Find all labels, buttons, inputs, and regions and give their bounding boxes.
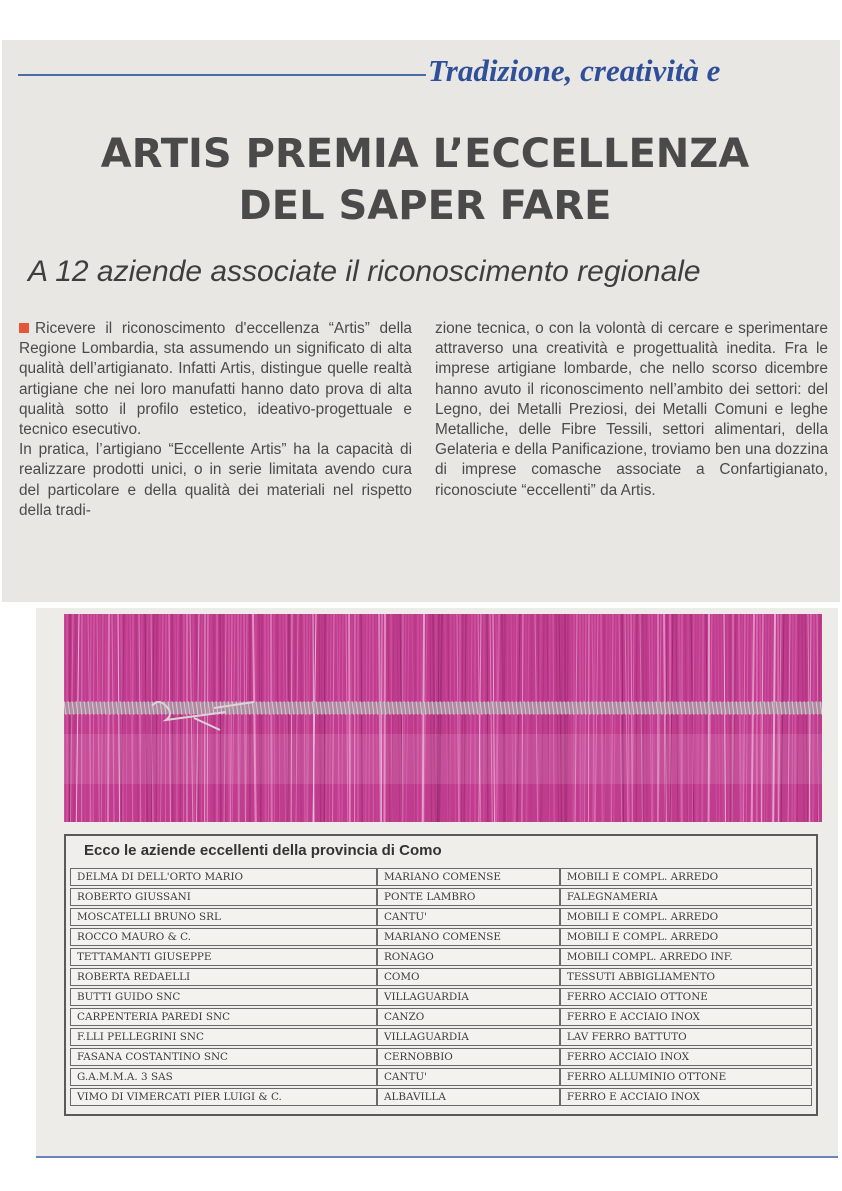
location-cell: COMO — [377, 968, 560, 986]
table-row — [70, 948, 812, 966]
location-cell: VILLAGUARDIA — [377, 1028, 560, 1046]
paragraph-1 — [19, 319, 412, 440]
location-cell: CERNOBBIO — [377, 1048, 560, 1066]
company-name-cell: F.LLI PELLEGRINI SNC — [70, 1028, 377, 1046]
company-name-cell: DELMA DI DELL'ORTO MARIO — [70, 868, 377, 886]
bullet-square-icon — [19, 323, 29, 333]
company-name-cell: FASANA COSTANTINO SNC — [70, 1048, 377, 1066]
table-row — [70, 968, 812, 986]
sector-cell: MOBILI E COMPL. ARREDO — [560, 928, 812, 946]
paragraph-1-text: Ricevere il riconoscimento d'eccellenza “Artis” della Regione Lombardia, sta assumendo un significato di alta qualità dell’artigianato. Infatti Artis, distingue quelle realtà artigiane che nei loro manufatti hanno dato prova di alta qualità sotto il profilo estetico, ideativo-progettuale e tecnico esecutivo. — [19, 320, 412, 439]
company-name-cell: VIMO DI VIMERCATI PIER LUIGI & C. — [70, 1088, 377, 1106]
headline-line-2: DEL SAPER FARE — [238, 183, 612, 229]
sector-cell: MOBILI E COMPL. ARREDO — [560, 868, 812, 886]
table-row — [70, 1008, 812, 1026]
location-cell: CANZO — [377, 1008, 560, 1026]
paragraph-3: zione tecnica, o con la volontà di cercare e sperimentare attraverso una creatività e progettualità inedita. Fra le imprese artigiane lombarde, che nello scorso dicembre hanno avuto il riconoscimento nell’ambito dei settori: del Legno, dei Metalli Preziosi, dei Metalli Comuni e leghe Metalliche, delle Fibre Tessili, settori alimentari, della Gelateria e della Panificazione, troviamo ben una dozzina di imprese comasche associate a Confartigianato, riconosciute “eccellenti” da Artis. — [435, 320, 828, 499]
company-name-cell: BUTTI GUIDO SNC — [70, 988, 377, 1006]
location-cell: MARIANO COMENSE — [377, 868, 560, 886]
location-cell: CANTU' — [377, 1068, 560, 1086]
sector-cell: MOBILI COMPL. ARREDO INF. — [560, 948, 812, 966]
table-row — [70, 1068, 812, 1086]
location-cell: MARIANO COMENSE — [377, 928, 560, 946]
location-cell: CANTU' — [377, 908, 560, 926]
kicker-rule — [18, 74, 426, 76]
location-cell: ALBAVILLA — [377, 1088, 560, 1106]
company-name-cell: ROCCO MAURO & C. — [70, 928, 377, 946]
company-name-cell: ROBERTA REDAELLI — [70, 968, 377, 986]
table-row — [70, 1028, 812, 1046]
table-row — [70, 1088, 812, 1106]
sector-cell: FERRO E ACCIAIO INOX — [560, 1008, 812, 1026]
subheadline: A 12 aziende associate il riconoscimento regionale — [28, 255, 701, 288]
companies-table-box — [64, 834, 818, 1116]
article-column-right — [435, 319, 828, 501]
sector-cell: FERRO ACCIAIO INOX — [560, 1048, 812, 1066]
table-row — [70, 868, 812, 886]
sector-cell: FERRO ALLUMINIO OTTONE — [560, 1068, 812, 1086]
sector-cell: MOBILI E COMPL. ARREDO — [560, 908, 812, 926]
article-column-left — [19, 319, 412, 521]
table-row — [70, 888, 812, 906]
location-cell: VILLAGUARDIA — [377, 988, 560, 1006]
fabric-image — [64, 614, 822, 822]
sector-cell: FALEGNAMERIA — [560, 888, 812, 906]
fabric-photo — [64, 614, 822, 822]
company-name-cell: MOSCATELLI BRUNO SRL — [70, 908, 377, 926]
company-name-cell: CARPENTERIA PAREDI SNC — [70, 1008, 377, 1026]
table-row — [70, 988, 812, 1006]
table-row — [70, 908, 812, 926]
paragraph-2: In pratica, l’artigiano “Eccellente Artis” ha la capacità di realizzare prodotti unici, o in serie limitata avendo cura del particolare e della qualità dei materiali nel rispetto della tradi- — [19, 441, 412, 519]
table-row — [70, 1048, 812, 1066]
company-name-cell: ROBERTO GIUSSANI — [70, 888, 377, 906]
headline-line-1: ARTIS PREMIA L’ECCELLENZA — [100, 131, 750, 177]
sector-cell: FERRO E ACCIAIO INOX — [560, 1088, 812, 1106]
company-name-cell: G.A.M.M.A. 3 SAS — [70, 1068, 377, 1086]
sector-cell: TESSUTI ABBIGLIAMENTO — [560, 968, 812, 986]
section-kicker: Tradizione, creatività e — [428, 53, 721, 88]
headline — [60, 128, 790, 232]
sector-cell: LAV FERRO BATTUTO — [560, 1028, 812, 1046]
company-name-cell: TETTAMANTI GIUSEPPE — [70, 948, 377, 966]
location-cell: PONTE LAMBRO — [377, 888, 560, 906]
sector-cell: FERRO ACCIAIO OTTONE — [560, 988, 812, 1006]
table-row — [70, 928, 812, 946]
companies-table — [70, 866, 812, 1108]
location-cell: RONAGO — [377, 948, 560, 966]
table-title: Ecco le aziende eccellenti della provincia di Como — [84, 842, 442, 859]
